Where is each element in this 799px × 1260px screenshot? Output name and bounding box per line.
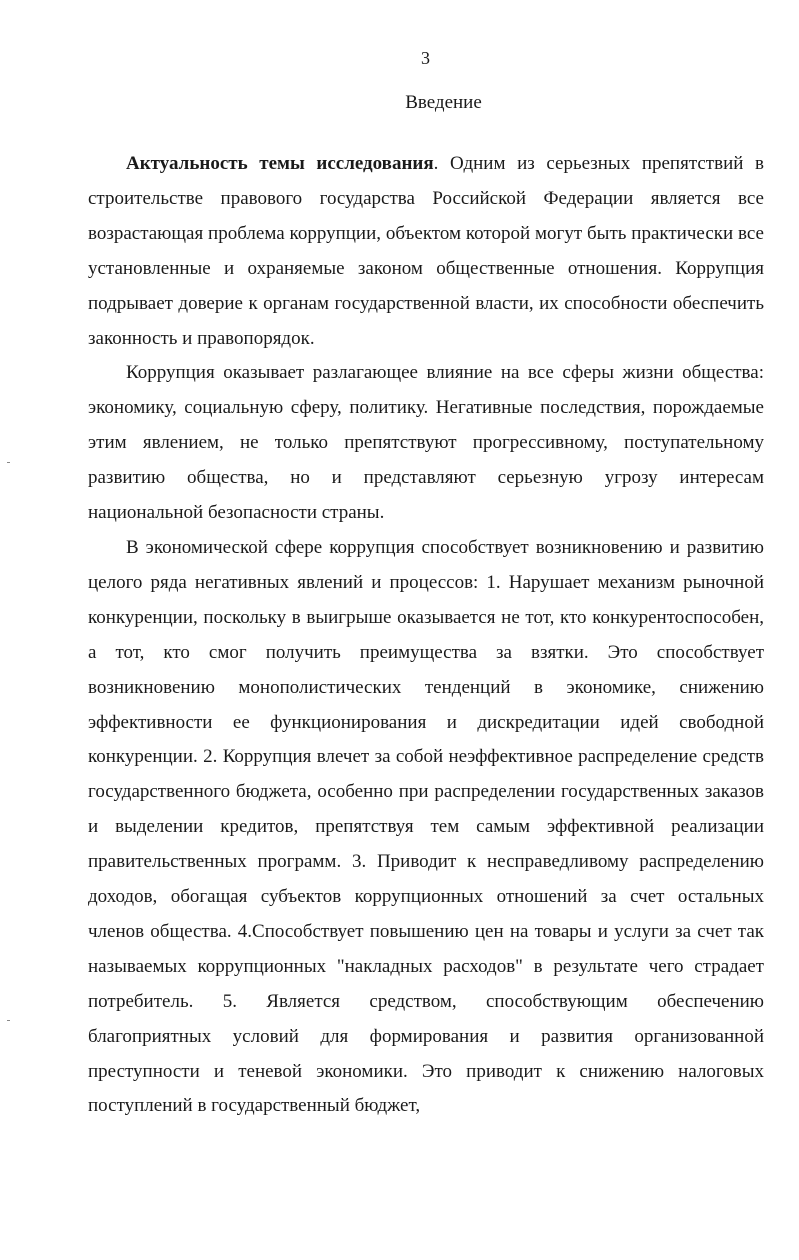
section-heading: Введение [405, 92, 482, 113]
paragraph-lead: Актуальность темы исследования [126, 153, 434, 174]
paragraph-1 [88, 147, 764, 356]
paragraph-3 [88, 531, 764, 1124]
scan-margin-mark [7, 1020, 10, 1021]
paragraph-text: Коррупция оказывает разлагающее влияние на все сферы жизни общества: экономику, социальную сферу, политику. Негативные последствия, порождаемые этим явлением, не только препятствуют прогрессивному, поступательному развитию общества, но и представляют серьезную угрозу интересам национальной безопасности страны. [88, 362, 764, 524]
paragraph-2 [88, 356, 764, 531]
paragraph-text: В экономической сфере коррупция способствует возникновению и развитию целого ряда негативных явлений и процессов: 1. Нарушает механизм рыночной конкуренции, поскольку в выигрыше оказывается не тот, кто конкурентоспособен, а тот, кто смог получить преимущества за взятки. Это способствует возникновению монополистических тенденций в экономике, снижению эффективности ее функционирования и дискредитации идей свободной конкуренции. 2. Коррупция влечет за собой неэффективное распределение средств государственного бюджета, особенно при распределении государственных заказов и выделении кредитов, препятствуя тем самым эффективной реализации правительственных программ. 3. Приводит к несправедливому распределению доходов, обогащая субъектов коррупционных отношений за счет остальных членов общества. 4.Способствует повышению цен на товары и услуги за счет так называемых коррупционных "накладных расходов" в результате чего страдает потребитель. 5. Является средством, способствующим обеспечению благоприятных условий для формирования и развития организованной преступности и теневой экономики. Это приводит к снижению налоговых поступлений в государственный бюджет, [88, 536, 764, 1117]
scan-margin-mark [7, 462, 10, 463]
page-number: 3 [421, 48, 430, 68]
paragraph-text: . Одним из серьезных препятствий в строительстве правового государства Российской Федерации является все возрастающая проблема коррупции, объектом которой могут быть практически все установленные и охраняемые законом общественные отношения. Коррупция подрывает доверие к органам государственной власти, их способности обеспечить законность и правопорядок. [88, 153, 764, 349]
body-text [88, 147, 764, 1124]
